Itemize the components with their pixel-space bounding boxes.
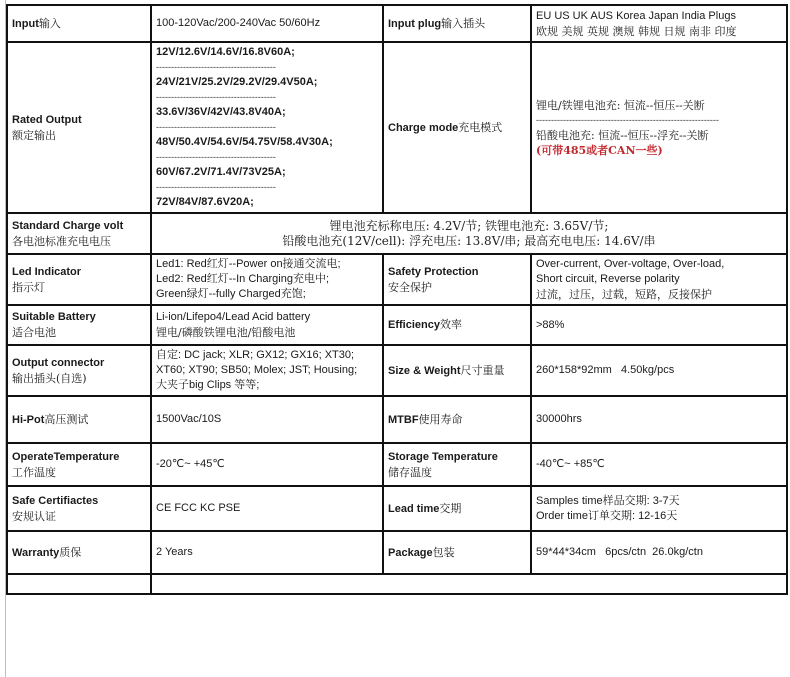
table-row — [7, 42, 787, 213]
spec-value-input: 100-120Vac/200-240Vac 50/60Hz — [151, 5, 383, 42]
table-row — [7, 396, 787, 443]
spec-label-storage-temp: Storage Temperature 储存温度 — [383, 443, 531, 486]
spec-value-operate-temp: -20℃~ +45℃ — [151, 443, 383, 486]
table-row — [7, 531, 787, 574]
spec-label-efficiency: Efficiency效率 — [383, 305, 531, 345]
table-row-partial — [7, 574, 787, 594]
spec-label-warranty: Warranty质保 — [7, 531, 151, 574]
table-row — [7, 486, 787, 531]
spec-label-empty — [7, 574, 151, 594]
spec-label-hipot: Hi-Pot高压测试 — [7, 396, 151, 443]
spec-value-certificates: CE FCC KC PSE — [151, 486, 383, 531]
spec-label-package: Package包装 — [383, 531, 531, 574]
spec-value-led-indicator: Led1: Red红灯--Power on接通交流电; Led2: Red红灯--In Charging充电中; Green绿灯--fully Charged充饱; — [151, 254, 383, 305]
spec-value-rated-output: 12V/12.6V/14.6V/16.8V60A; ---------------------------------------- 24V/21V/25.2V/29.2V/29.4V50A; ---------------------------------------- 33.6V/36V/42V/43.8V40A; ---------------------------------------- 48V/50.4V/54.6V/54.75V/58.4V30A; ---------------------------------------- 60V/67.2V/71.4V/73V25A; ---------------------------------------- 72V/84V/87.6V20A; — [151, 42, 383, 213]
spec-label-led-indicator: Led Indicator 指示灯 — [7, 254, 151, 305]
spec-value-empty — [151, 574, 787, 594]
spec-label-lead-time: Lead time交期 — [383, 486, 531, 531]
spec-label-size-weight: Size & Weight尺寸重量 — [383, 345, 531, 396]
spec-value-charge-mode: 锂电/铁锂电池充: 恒流--恒压--关断 ------------------------------------------------------------- 铅酸电池充: 恒流--恒压--浮充--关断 (可带485或者CAN一些) — [531, 42, 787, 213]
spec-label-certificates: Safe Certifiactes 安规认证 — [7, 486, 151, 531]
table-row — [7, 254, 787, 305]
spec-value-input-plug: EU US UK AUS Korea Japan India Plugs 欧规 美规 英规 澳规 韩规 日规 南非 印度 — [531, 5, 787, 42]
table-row — [7, 5, 787, 42]
spec-value-safety-protection: Over-current, Over-voltage, Over-load, Short circuit, Reverse polarity 过流，过压，过载，短路，反接保护 — [531, 254, 787, 305]
spec-label-input: Input输入 — [7, 5, 151, 42]
spec-value-mtbf: 30000hrs — [531, 396, 787, 443]
table-row — [7, 345, 787, 396]
spec-label-charge-mode: Charge mode充电模式 — [383, 42, 531, 213]
spec-label-output-connector: Output connector 输出插头(自选) — [7, 345, 151, 396]
spec-label-suitable-battery: Suitable Battery 适合电池 — [7, 305, 151, 345]
spec-value-package: 59*44*34cm 6pcs/ctn 26.0kg/ctn — [531, 531, 787, 574]
spec-value-efficiency: >88% — [531, 305, 787, 345]
spec-table — [6, 4, 788, 595]
spec-value-size-weight: 260*158*92mm 4.50kg/pcs — [531, 345, 787, 396]
spec-value-lead-time: Samples time样品交期: 3-7天 Order time订单交期: 12-16天 — [531, 486, 787, 531]
spec-value-storage-temp: -40℃~ +85℃ — [531, 443, 787, 486]
spec-value-standard-charge-volt: 锂电池充标称电压: 4.2V/节; 铁锂电池充: 3.65V/节; 铅酸电池充(12V/cell): 浮充电压: 13.8V/串; 最高充电电压: 14.6V/串 — [151, 213, 787, 254]
charge-mode-note: (可带485或者CAN一些) — [536, 143, 663, 157]
spec-label-operate-temp: OperateTemperature 工作温度 — [7, 443, 151, 486]
table-row — [7, 213, 787, 254]
spec-label-rated-output: Rated Output 额定输出 — [7, 42, 151, 213]
table-row — [7, 305, 787, 345]
spec-label-standard-charge-volt: Standard Charge volt 各电池标准充电电压 — [7, 213, 151, 254]
spec-value-suitable-battery: Li-ion/Lifepo4/Lead Acid battery 锂电/磷酸铁锂电池/铅酸电池 — [151, 305, 383, 345]
spec-value-output-connector: 自定: DC jack; XLR; GX12; GX16; XT30; XT60; XT90; SB50; Molex; JST; Housing; 大夹子big Clips 等等; — [151, 345, 383, 396]
spec-value-warranty: 2 Years — [151, 531, 383, 574]
spec-label-safety-protection: Safety Protection 安全保护 — [383, 254, 531, 305]
spec-value-hipot: 1500Vac/10S — [151, 396, 383, 443]
table-row — [7, 443, 787, 486]
spec-label-input-plug: Input plug输入插头 — [383, 5, 531, 42]
spec-label-mtbf: MTBF使用寿命 — [383, 396, 531, 443]
